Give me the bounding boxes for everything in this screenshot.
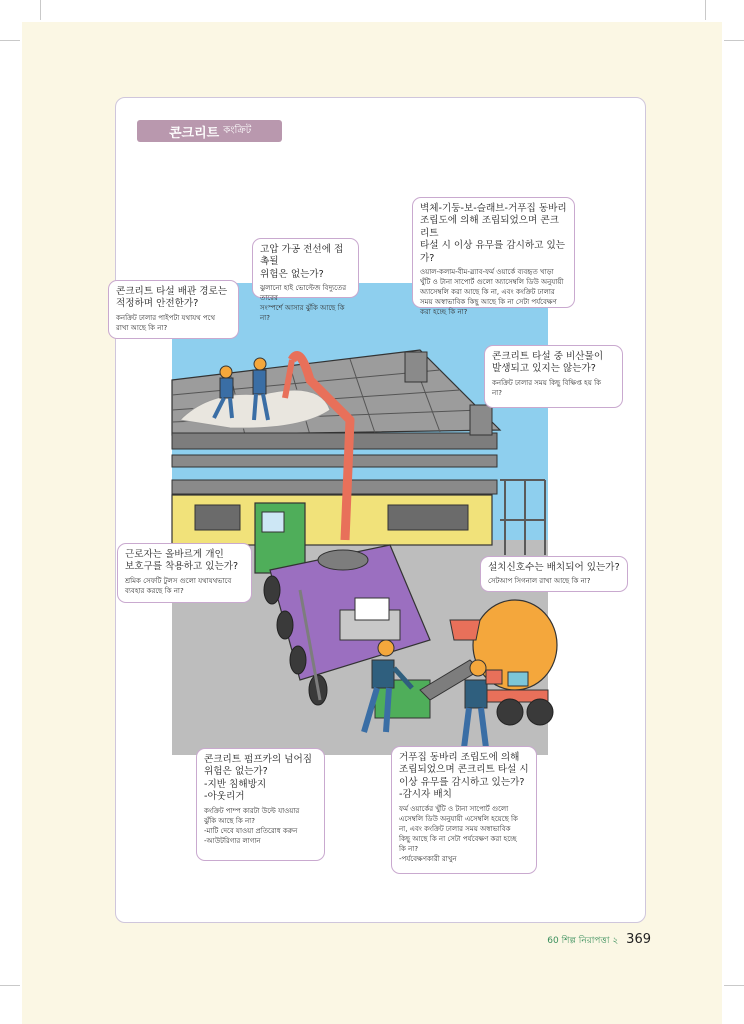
- bubble-answer: কনক্রিট ঢালার সময় কিছু বিক্ষিপ্ত হয় কি না?: [492, 378, 601, 397]
- beam: [172, 480, 497, 494]
- page-number: 369: [626, 932, 651, 947]
- bubble-question: 근로자는 올바르게 개인 보호구를 착용하고 있는가?: [125, 549, 239, 573]
- beam: [172, 433, 497, 449]
- section-title-korean: 콘크리트: [169, 125, 220, 141]
- mixer-wheel: [497, 699, 523, 725]
- bubble-question: 고압 가공 전선에 접촉될 위험은 없는가?: [260, 244, 344, 280]
- bubble-formwork-assembly: [412, 197, 575, 317]
- bubble-high-voltage-line: [252, 238, 359, 323]
- bubble-question: 콘크리트 타설 배관 경로는 적정하며 안전한가?: [116, 286, 228, 310]
- bubble-flying-debris: [484, 345, 623, 408]
- mixer-wheel: [527, 699, 553, 725]
- beam: [172, 455, 497, 467]
- bubble-signalman: [480, 556, 628, 592]
- bubble-question: 벽체-기둥-보-슬래브-거푸집 동바리 조립도에 의해 조립되었으며 콘크리트 타설 시 이상 유무를 감시하고 있는가?: [420, 203, 567, 264]
- bubble-formwork-watcher: [391, 746, 537, 874]
- bubble-question: 콘크리트 타설 중 비산물이 발생되고 있지는 않는가?: [492, 351, 604, 375]
- boom-turret: [318, 550, 368, 570]
- section-title-bengali: কংক্রিট: [223, 124, 252, 136]
- bubble-answer: কনক্রিট ঢালার পাইপটা যথাযথ পথে রাখা আছে কি না?: [116, 313, 216, 332]
- bubble-pump-pipe-route: [108, 280, 239, 339]
- column: [405, 352, 427, 382]
- footer-book-title: 60 শিল্প নিরাপত্তা ২: [547, 936, 619, 946]
- mixer-panel: [508, 672, 528, 686]
- equipment-box-top: [355, 598, 389, 620]
- bubble-answer: কংক্রিট পাম্প কারটা উল্টে যাওয়ার ঝুঁকি আছে কি না? -মাটি দেবে যাওয়া প্রতিরোধ করুন -আউটরিগার লাগান: [204, 806, 300, 845]
- mixer-hopper: [450, 620, 480, 640]
- bubble-protective-equipment: [117, 543, 252, 603]
- bubble-answer: ঝুলানো হাই ভোল্টেজ বিদ্যুতের তারের সংস্পর্শে আসার ঝুঁকি আছে কি না?: [260, 284, 347, 323]
- bubble-answer: ফর্ম ওয়ার্কের খুঁটি ও টানা সাপোর্ট গুলো এসেম্বলি ডিউ অনুযায়ী এসেম্বলি হয়েছে কি না, এবং কংক্রিট ঢালার সময় অস্বাভাবিক কিছু আছে কি না সেটা পর্যবেক্ষণ করা হচ্ছে কি না? -পর্যবেক্ষণকারী রাখুন: [399, 804, 518, 863]
- bubble-question: 콘크리트 펌프카의 넘어짐 위험은 없는가? -지반 침해방지 -아웃리거: [204, 754, 313, 803]
- bubble-answer: ওয়াল-কলাম-বীম-স্ল্যাব-ফর্ম ওয়ার্কে ব্যবহৃত খাড়া খুঁটি ও টানা সাপোর্ট গুলো অ্যাসেম্বলি ডিউ অনুযায়ী অ্যাসেম্বলি করা আছে কি না, এবং কংক্রিট ঢালার সময় অস্বাভাবিক কিছু আছে কি না সেটা পর্যবেক্ষণ করা হচ্ছে কি না?: [420, 268, 564, 317]
- bubble-question: 설치신호수는 배치되어 있는가?: [488, 562, 620, 573]
- bubble-answer: সেটআপ সিগনাল রাখা আছে কি না?: [488, 577, 591, 586]
- column: [470, 405, 492, 435]
- bubble-question: 거푸집 동바리 조립도에 의해 조립되었으며 콘크리트 타설 시 이상 유무를 감시하고 있는가? -감시자 배치: [399, 752, 529, 801]
- building-window: [388, 505, 468, 530]
- page-footer: [547, 932, 651, 948]
- cab-window: [262, 512, 284, 532]
- bubble-pump-car-overturn: [196, 748, 325, 861]
- bubble-answer: শ্রমিক সেফটি টুলস গুলো যথাযথভাবে ব্যবহার করছে কি না?: [125, 576, 232, 595]
- building-window: [195, 505, 240, 530]
